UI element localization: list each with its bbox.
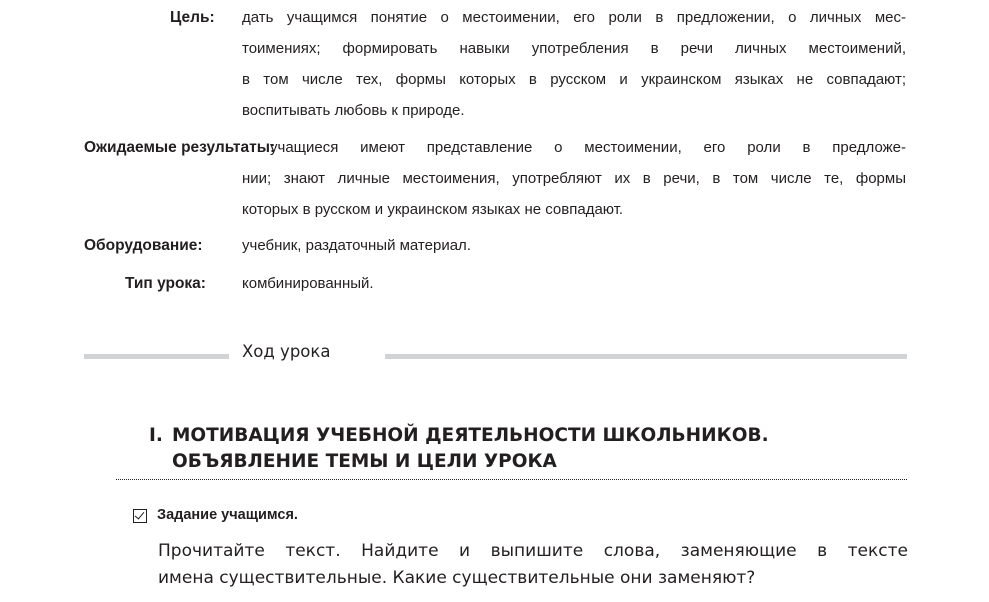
results-line: которых в русском и украинском языках не совпадают. bbox=[242, 201, 624, 218]
task-line: Прочитайте текст. Найдите и выпишите слова, заменяющие в тексте bbox=[158, 541, 908, 561]
results-line: нии; знают личные местоимения, употребляют их в речи, в том числе те, формы bbox=[242, 170, 906, 187]
task-line: имена существительные. Какие существительные они заменяют? bbox=[158, 568, 756, 588]
results-line: учащиеся имеют представление о местоимении, его роли в предложе- bbox=[270, 139, 906, 156]
lesson-type-text: комбинированный. bbox=[242, 275, 374, 292]
goal-line: в том числе тех, формы которых в русском и украинском языках не совпадают; bbox=[242, 71, 906, 88]
divider-left bbox=[84, 354, 229, 359]
equipment-label: Оборудование: bbox=[84, 237, 203, 254]
lesson-type-label: Тип урока: bbox=[125, 275, 206, 292]
section-number: I. bbox=[149, 425, 163, 446]
goal-text bbox=[242, 2, 906, 126]
checkbox-checked-icon bbox=[133, 509, 147, 523]
section-title-line1: МОТИВАЦИЯ УЧЕБНОЙ ДЕЯТЕЛЬНОСТИ ШКОЛЬНИКОВ. bbox=[172, 425, 769, 446]
results-label: Ожидаемые результаты: bbox=[84, 139, 276, 156]
goal-line: воспитывать любовь к природе. bbox=[242, 102, 465, 119]
divider-right bbox=[385, 354, 907, 359]
equipment-text: учебник, раздаточный материал. bbox=[242, 237, 471, 254]
goal-label: Цель: bbox=[170, 9, 215, 26]
goal-line: тоимениях; формировать навыки употребления в речи личных местоимений, bbox=[242, 40, 906, 57]
results-text-cont bbox=[242, 163, 906, 225]
task-label: Задание учащимся. bbox=[157, 507, 298, 523]
task-text bbox=[158, 538, 908, 592]
goal-line: дать учащимся понятие о местоимении, его роли в предложении, о личных мес- bbox=[242, 9, 906, 26]
course-heading: Ход урока bbox=[242, 342, 331, 361]
section-divider bbox=[116, 479, 907, 480]
section-title-line2: ОБЪЯВЛЕНИЕ ТЕМЫ И ЦЕЛИ УРОКА bbox=[172, 451, 557, 472]
results-text bbox=[270, 132, 906, 163]
